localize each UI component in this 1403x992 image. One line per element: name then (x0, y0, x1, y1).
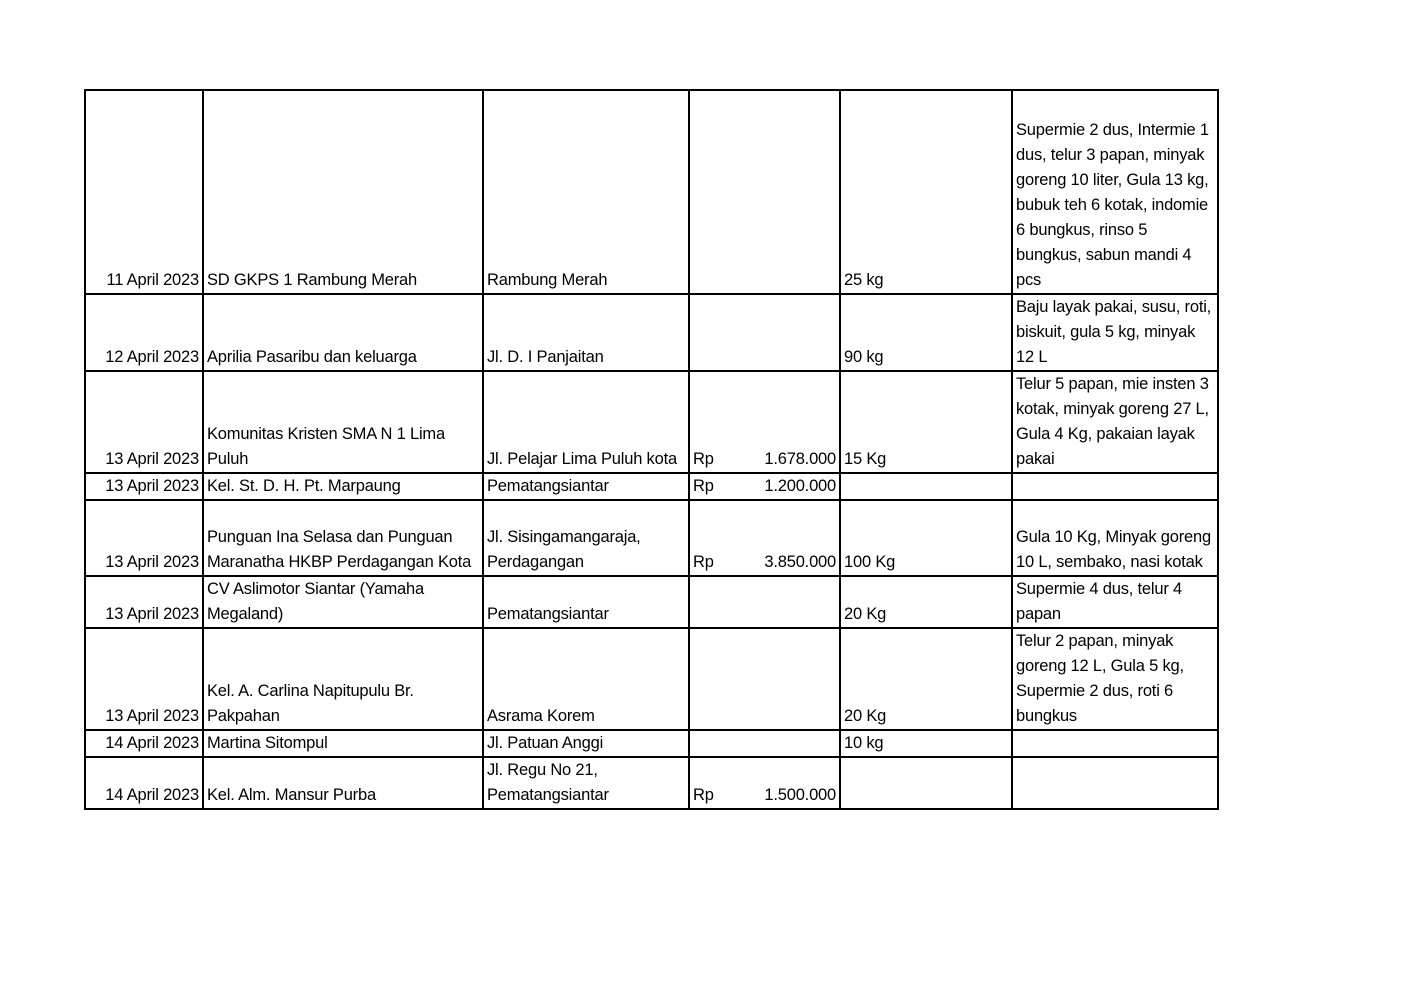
date-cell: 13 April 2023 (85, 500, 203, 576)
amount-cell (689, 730, 840, 757)
amount-cell (689, 294, 840, 371)
donor-name-cell: Kel. Alm. Mansur Purba (203, 757, 483, 809)
amount-value: 3.850.000 (764, 553, 836, 571)
donor-name-cell: Martina Sitompul (203, 730, 483, 757)
donor-name-cell: Punguan Ina Selasa dan Punguan Maranatha HKBP Perdagangan Kota (203, 500, 483, 576)
items-cell: Supermie 4 dus, telur 4 papan (1012, 576, 1218, 628)
weight-cell: 90 kg (840, 294, 1012, 371)
amount-cell (689, 90, 840, 294)
currency-label: Rp (693, 786, 714, 804)
weight-cell: 20 Kg (840, 576, 1012, 628)
items-cell: Baju layak pakai, susu, roti, biskuit, gula 5 kg, minyak 12 L (1012, 294, 1218, 371)
date-cell: 14 April 2023 (85, 730, 203, 757)
table-row (85, 500, 1218, 576)
amount-value: 1.200.000 (764, 477, 836, 495)
amount-cell (689, 576, 840, 628)
address-cell: Jl. Regu No 21, Pematangsiantar (483, 757, 689, 809)
table-row (85, 371, 1218, 473)
date-cell: 11 April 2023 (85, 90, 203, 294)
table-row (85, 576, 1218, 628)
amount-cell (689, 371, 840, 473)
donor-name-cell: Aprilia Pasaribu dan keluarga (203, 294, 483, 371)
address-cell: Jl. Patuan Anggi (483, 730, 689, 757)
amount-value: 1.678.000 (764, 450, 836, 468)
date-cell: 14 April 2023 (85, 757, 203, 809)
items-cell (1012, 757, 1218, 809)
donor-name-cell: SD GKPS 1 Rambung Merah (203, 90, 483, 294)
table-row (85, 294, 1218, 371)
table-row (85, 628, 1218, 730)
weight-cell: 15 Kg (840, 371, 1012, 473)
weight-cell: 20 Kg (840, 628, 1012, 730)
items-cell (1012, 473, 1218, 500)
table-row (85, 730, 1218, 757)
date-cell: 13 April 2023 (85, 576, 203, 628)
donor-name-cell: Kel. St. D. H. Pt. Marpaung (203, 473, 483, 500)
currency-label: Rp (693, 477, 714, 495)
items-cell (1012, 730, 1218, 757)
amount-cell (689, 628, 840, 730)
date-cell: 13 April 2023 (85, 371, 203, 473)
address-cell: Jl. D. I Panjaitan (483, 294, 689, 371)
table-row (85, 90, 1218, 294)
address-cell: Jl. Sisingamangaraja, Perdagangan (483, 500, 689, 576)
weight-cell (840, 473, 1012, 500)
weight-cell: 10 kg (840, 730, 1012, 757)
address-cell: Pematangsiantar (483, 473, 689, 500)
address-cell: Rambung Merah (483, 90, 689, 294)
items-cell: Supermie 2 dus, Intermie 1 dus, telur 3 papan, minyak goreng 10 liter, Gula 13 kg, bubuk teh 6 kotak, indomie 6 bungkus, rinso 5 bungkus, sabun mandi 4 pcs (1012, 90, 1218, 294)
currency-label: Rp (693, 553, 714, 571)
address-cell: Jl. Pelajar Lima Puluh kota (483, 371, 689, 473)
address-cell: Asrama Korem (483, 628, 689, 730)
weight-cell (840, 757, 1012, 809)
address-cell: Pematangsiantar (483, 576, 689, 628)
weight-cell: 25 kg (840, 90, 1012, 294)
amount-cell (689, 500, 840, 576)
donor-name-cell: CV Aslimotor Siantar (Yamaha Megaland) (203, 576, 483, 628)
date-cell: 12 April 2023 (85, 294, 203, 371)
currency-label: Rp (693, 450, 714, 468)
items-cell: Telur 2 papan, minyak goreng 12 L, Gula 5 kg, Supermie 2 dus, roti 6 bungkus (1012, 628, 1218, 730)
amount-cell (689, 757, 840, 809)
weight-cell: 100 Kg (840, 500, 1012, 576)
donation-table (84, 89, 1219, 810)
amount-value: 1.500.000 (764, 786, 836, 804)
date-cell: 13 April 2023 (85, 473, 203, 500)
table-row (85, 473, 1218, 500)
donor-name-cell: Kel. A. Carlina Napitupulu Br. Pakpahan (203, 628, 483, 730)
donor-name-cell: Komunitas Kristen SMA N 1 Lima Puluh (203, 371, 483, 473)
donation-table-body (85, 90, 1218, 809)
table-row (85, 757, 1218, 809)
items-cell: Gula 10 Kg, Minyak goreng 10 L, sembako, nasi kotak (1012, 500, 1218, 576)
amount-cell (689, 473, 840, 500)
items-cell: Telur 5 papan, mie insten 3 kotak, minyak goreng 27 L, Gula 4 Kg, pakaian layak pakai (1012, 371, 1218, 473)
date-cell: 13 April 2023 (85, 628, 203, 730)
